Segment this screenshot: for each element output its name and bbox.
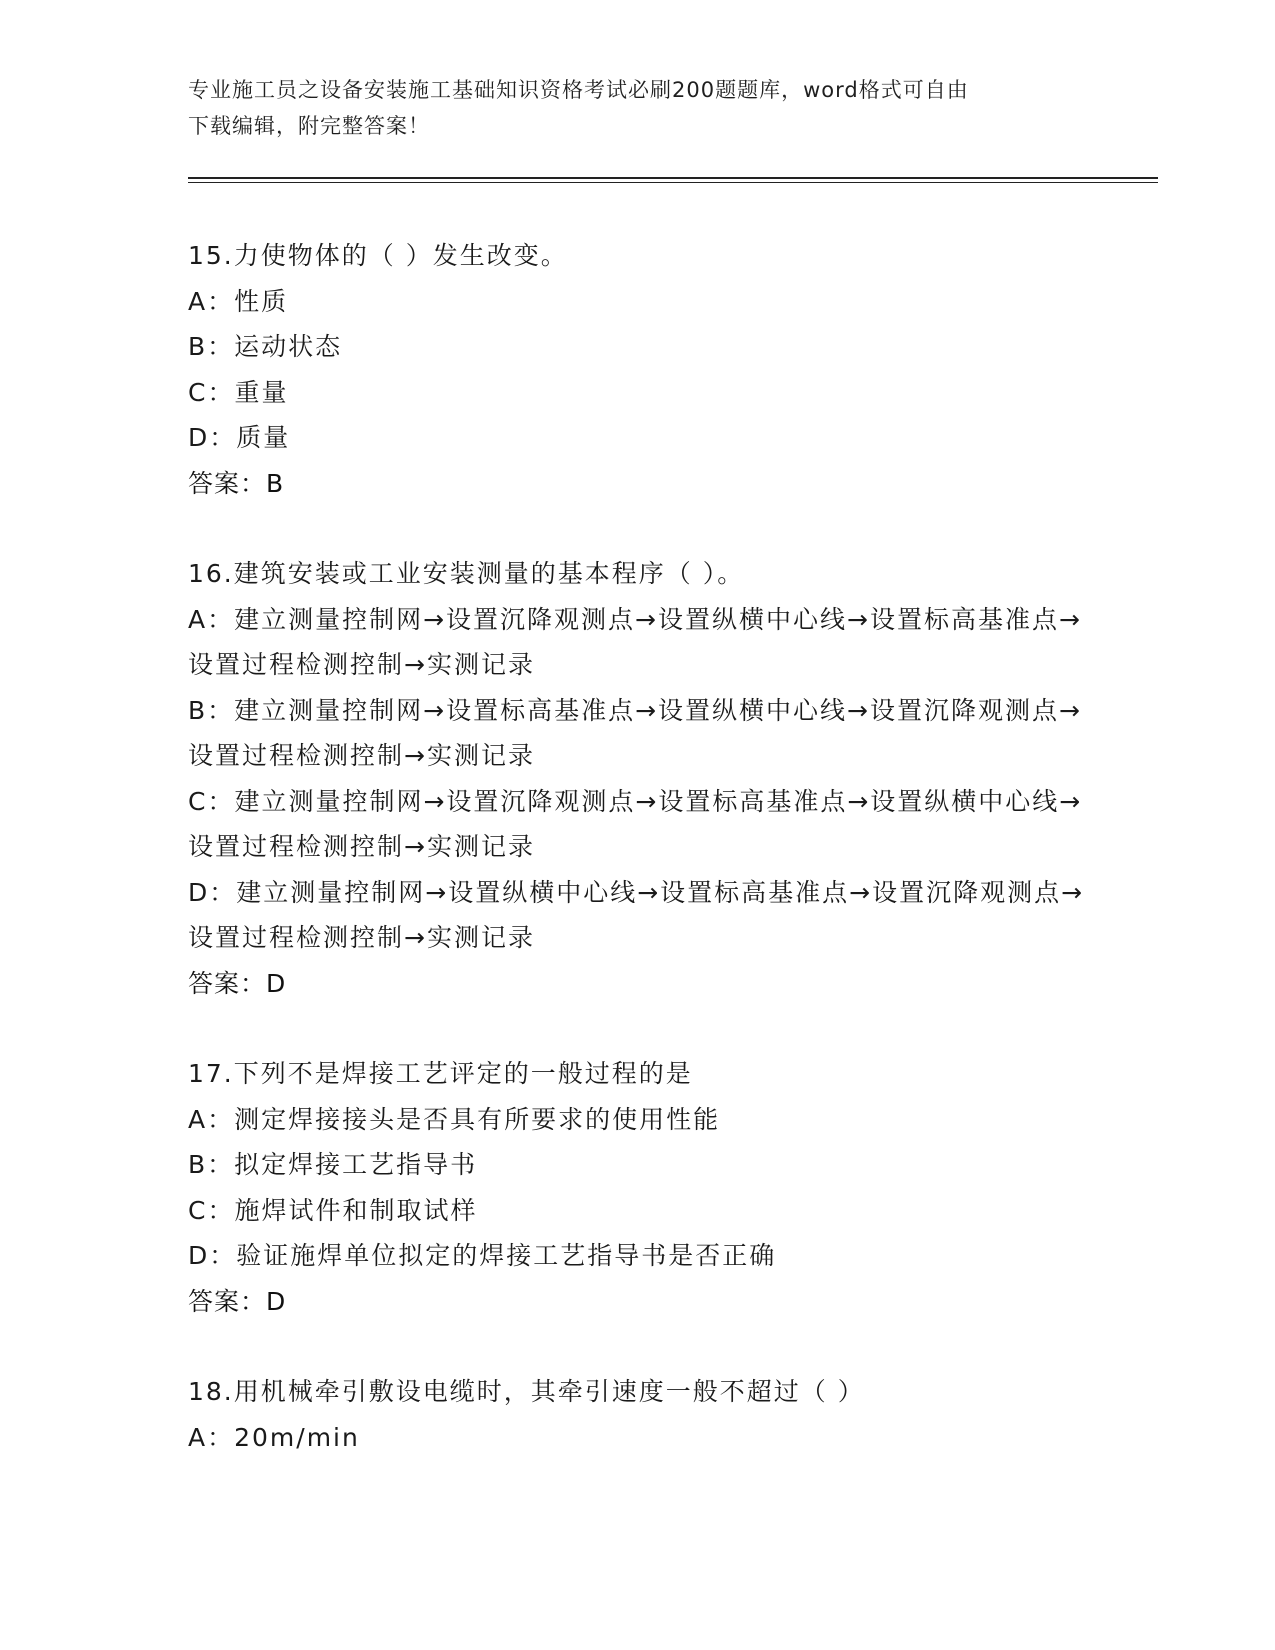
question-stem: 15.力使物体的（ ）发生改变。 xyxy=(188,241,568,270)
option-b: B：拟定焊接工艺指导书 xyxy=(188,1150,478,1179)
answer-line: 答案：B xyxy=(188,468,285,498)
option-a: A：性质 xyxy=(188,286,289,316)
option-d: D：验证施焊单位拟定的焊接工艺指导书是否正确 xyxy=(188,1241,777,1270)
question-stem: 18.用机械牵引敷设电缆时，其牵引速度一般不超过（ ） xyxy=(188,1377,865,1406)
option-d: D：质量 xyxy=(188,423,291,452)
header-title-line-1: 专业施工员之设备安装施工基础知识资格考试必刷200题题库，word格式可自由 xyxy=(188,78,969,102)
option-c: C：建立测量控制网→设置沉降观测点→设置标高基准点→设置纵横中心线→设置过程检测控制→实测记录 xyxy=(188,786,1083,861)
question-stem: 17.下列不是焊接工艺评定的一般过程的是 xyxy=(188,1059,693,1088)
option-a: A：建立测量控制网→设置沉降观测点→设置纵横中心线→设置标高基准点→设置过程检测控制→实测记录 xyxy=(188,604,1082,679)
answer-line: 答案：D xyxy=(188,1286,287,1316)
option-a: A：测定焊接接头是否具有所要求的使用性能 xyxy=(188,1104,721,1134)
question-16 xyxy=(188,551,1088,1006)
header-divider xyxy=(188,177,1158,183)
option-c: C：施焊试件和制取试样 xyxy=(188,1195,478,1225)
question-stem: 16.建筑安装或工业安装测量的基本程序（ ）。 xyxy=(188,559,745,588)
question-17 xyxy=(188,1051,1088,1324)
document-header xyxy=(188,72,1088,144)
option-a: A：20m/min xyxy=(188,1422,360,1452)
question-18 xyxy=(188,1369,1088,1460)
option-b: B：建立测量控制网→设置标高基准点→设置纵横中心线→设置沉降观测点→设置过程检测控制→实测记录 xyxy=(188,695,1082,770)
question-15 xyxy=(188,233,1088,506)
option-d: D：建立测量控制网→设置纵横中心线→设置标高基准点→设置沉降观测点→设置过程检测控制→实测记录 xyxy=(188,877,1085,952)
header-title-line-2: 下载编辑，附完整答案！ xyxy=(188,114,430,138)
option-c: C：重量 xyxy=(188,377,289,407)
answer-line: 答案：D xyxy=(188,968,287,998)
question-list xyxy=(188,233,1088,1505)
option-b: B：运动状态 xyxy=(188,332,343,361)
